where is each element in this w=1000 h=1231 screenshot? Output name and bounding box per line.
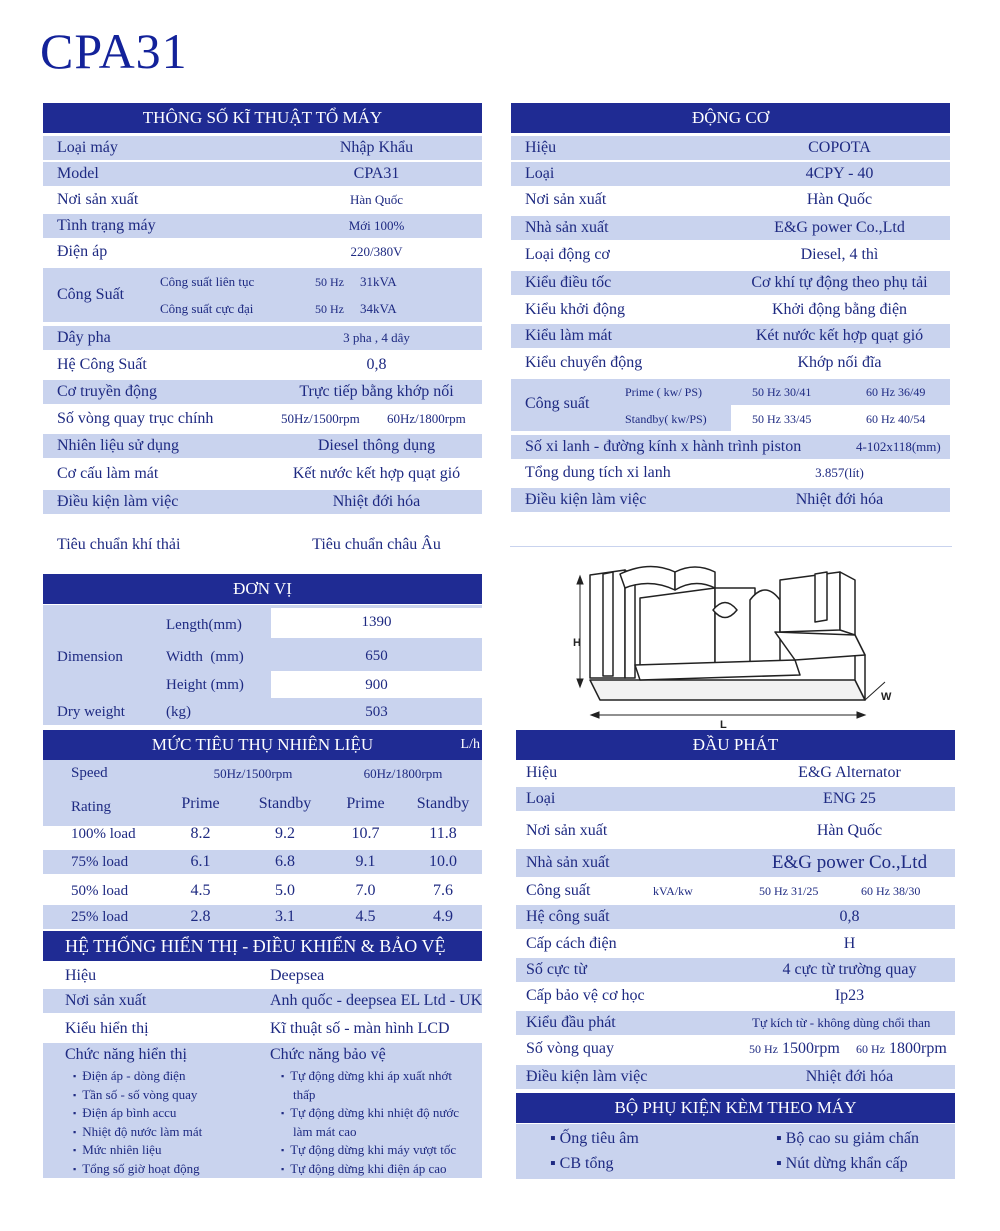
- fuel-load: 50% load: [71, 883, 129, 899]
- row-value: Diesel, 4 thì: [800, 246, 879, 263]
- continuous-value: 31kVA: [360, 274, 397, 289]
- row-value: Trực tiếp bằng khớp nối: [299, 383, 454, 400]
- row-label: Điều kiện làm việc: [525, 491, 647, 508]
- row-label: Điều kiện làm việc: [57, 493, 179, 510]
- standby-60: 60 Hz 40/54: [866, 412, 926, 426]
- power-unit: kVA/kw: [653, 884, 693, 898]
- row-value: Tiêu chuẩn châu Âu: [312, 536, 441, 553]
- list-item: ▪ Điện áp bình accu: [73, 1104, 202, 1123]
- row-label: Nhiên liệu sử dụng: [57, 437, 179, 454]
- row-value: E&G power Co.,Ltd: [774, 219, 905, 236]
- genset-header: THÔNG SỐ KĨ THUẬT TỔ MÁY: [43, 103, 482, 133]
- col-standby-60: Standby: [416, 795, 470, 812]
- row-value: COPOTA: [808, 139, 871, 156]
- fuel-value: 2.8: [190, 908, 211, 925]
- row-value: E&G power Co.,Ltd: [771, 852, 928, 873]
- col-standby-50: Standby: [258, 795, 312, 812]
- genset-row: [43, 214, 482, 238]
- row-value: Hàn Quốc: [349, 192, 404, 207]
- row-label: Dây pha: [57, 329, 111, 346]
- speed-50: 50 Hz 1500rpm: [749, 1040, 840, 1057]
- prime-label: Prime ( kw/ PS): [625, 385, 703, 399]
- row-value: ENG 25: [823, 790, 876, 807]
- engine-row: [511, 435, 950, 459]
- row-value: Két nước kết hợp quạt gió: [755, 327, 924, 344]
- engine-row: [511, 243, 950, 267]
- genset-row: [43, 462, 482, 486]
- weight-value: 503: [365, 704, 388, 720]
- row-value: Anh quốc - deepsea EL Ltd - UK: [270, 992, 483, 1009]
- fuel-value: 10.0: [429, 853, 457, 870]
- fuel-value: 10.7: [351, 825, 380, 842]
- row-label: Nơi sản xuất: [526, 822, 608, 839]
- genset-row: [43, 240, 482, 264]
- protect-title: Chức năng bảo vệ: [270, 1046, 386, 1063]
- accessory-item: ▪ Nút dừng khẩn cấp: [776, 1155, 908, 1172]
- display-title: Chức năng hiển thị: [65, 1046, 187, 1063]
- fuel-value: 4.5: [355, 908, 376, 925]
- row-label: Điện áp: [57, 243, 108, 260]
- weight-unit: (kg): [166, 704, 191, 720]
- list-item: ▪ Nhiệt độ nước làm mát: [73, 1123, 202, 1142]
- list-item: ▪ Tự động dừng khi nhiệt độ nước làm mát cao: [281, 1104, 476, 1141]
- max-value: 34kVA: [360, 301, 397, 316]
- row-label: Hiệu: [65, 967, 97, 984]
- row-label: Nơi sản xuất: [57, 191, 139, 208]
- fuel-value: 3.1: [275, 908, 295, 925]
- diagram-label-w: W: [881, 691, 892, 703]
- control-row: [43, 1017, 482, 1041]
- power-label: Công suất: [525, 395, 590, 412]
- unit-block: [43, 605, 482, 725]
- row-value: Kết nước kết hợp quạt gió: [292, 465, 461, 482]
- fuel-value: 6.8: [275, 853, 295, 870]
- fuel-value: 8.2: [190, 825, 211, 842]
- length-label: Length(mm): [166, 617, 242, 633]
- fuel-row: [43, 905, 482, 929]
- row-label: Công suất: [526, 882, 591, 899]
- alternator-header: ĐẦU PHÁT: [516, 730, 955, 760]
- list-item: ▪ Điện áp - dòng điện: [73, 1067, 202, 1086]
- fuel-row: [43, 850, 482, 874]
- protect-list: [281, 1067, 476, 1178]
- list-item: ▪ Mức nhiên liệu: [73, 1141, 202, 1160]
- fuel-value: 5.0: [275, 882, 295, 899]
- row-label: Số cực từ: [526, 961, 587, 978]
- speed-60hz: 60Hz/1800rpm: [387, 411, 466, 426]
- row-value: Kĩ thuật số - màn hình LCD: [270, 1020, 450, 1037]
- fuel-header-title: MỨC TIÊU THỤ NHIÊN LIỆU: [151, 735, 374, 754]
- power-60: 60 Hz 38/30: [861, 884, 921, 898]
- alternator-row: [516, 787, 955, 811]
- genset-speed-row: [43, 407, 482, 431]
- control-row: [43, 989, 482, 1013]
- fuel-value: 11.8: [429, 825, 457, 842]
- engine-row: [511, 298, 950, 322]
- alternator-row: [516, 958, 955, 982]
- row-label: Tình trạng máy: [57, 217, 156, 234]
- rating-label: Rating: [71, 799, 111, 815]
- prime-50: 50 Hz 30/41: [752, 385, 812, 399]
- engine-row: [511, 351, 950, 375]
- alternator-row: [516, 849, 955, 877]
- row-label: Nhà sản xuất: [526, 854, 610, 871]
- row-value: Khớp nối đĩa: [797, 354, 882, 371]
- engine-row: [511, 271, 950, 295]
- control-features: [43, 1043, 482, 1178]
- fuel-row: [43, 822, 482, 846]
- width-label: Width (mm): [166, 649, 244, 665]
- control-header: HỆ THỐNG HIỂN THỊ - ĐIỀU KHIỂN & BẢO VỆ: [43, 931, 482, 961]
- length-value: 1390: [361, 614, 392, 630]
- diagram-label-l: L: [720, 719, 727, 730]
- fuel-unit: L/h: [460, 737, 480, 752]
- row-label: Kiểu hiển thị: [65, 1020, 149, 1037]
- alternator-power-row: [516, 879, 955, 903]
- row-value: Cơ khí tự động theo phụ tải: [751, 274, 928, 291]
- speed-60: 60Hz/1800rpm: [363, 766, 443, 781]
- accessory-item: ▪ CB tổng: [550, 1155, 614, 1172]
- genset-row: [43, 490, 482, 514]
- engine-header: ĐỘNG CƠ: [511, 103, 950, 133]
- genset-row: [43, 136, 482, 160]
- fuel-value: 4.5: [190, 882, 211, 899]
- alternator-row: [516, 984, 955, 1008]
- row-label: Cấp cách điện: [526, 935, 617, 952]
- continuous-hz: 50 Hz: [315, 275, 344, 289]
- row-label: Nhà sản xuất: [525, 219, 609, 236]
- row-label: Hệ Công Suất: [57, 356, 147, 373]
- row-label: Hiệu: [525, 139, 557, 156]
- fuel-load: 25% load: [71, 909, 129, 925]
- genset-row: [43, 188, 482, 212]
- list-item: ▪ Tần số - số vòng quay: [73, 1086, 202, 1105]
- row-label: Kiểu làm mát: [525, 327, 613, 344]
- row-value: Tự kích từ - không dùng chổi than: [752, 1015, 931, 1030]
- genset-row: [43, 353, 482, 377]
- row-label: Điều kiện làm việc: [526, 1068, 648, 1085]
- genset-row: [43, 434, 482, 458]
- engine-row: [511, 162, 950, 186]
- weight-label: Dry weight: [57, 704, 125, 720]
- alternator-row: [516, 819, 955, 843]
- row-label: Kiểu khởi động: [525, 301, 626, 318]
- genset-row: [43, 380, 482, 404]
- row-value: Ip23: [834, 987, 865, 1004]
- row-value: 3.857(lít): [815, 465, 864, 480]
- accessory-item: ▪ Ống tiêu âm: [550, 1130, 639, 1147]
- row-label: Hiệu: [526, 764, 558, 781]
- display-list: [73, 1067, 202, 1178]
- power-label: Công Suất: [57, 286, 125, 303]
- fuel-value: 7.0: [355, 882, 376, 899]
- row-label: Số vòng quay trục chính: [57, 410, 214, 427]
- continuous-label: Công suất liên tục: [160, 274, 255, 289]
- accessories-block: [516, 1124, 955, 1179]
- row-label: Kiểu đầu phát: [526, 1014, 616, 1031]
- row-value: Mới 100%: [348, 218, 405, 233]
- row-value: E&G Alternator: [798, 764, 901, 781]
- row-label: Số vòng quay: [526, 1040, 614, 1057]
- genset-row: [43, 533, 482, 557]
- width-value: 650: [365, 648, 388, 664]
- row-value: 4 cực từ trường quay: [782, 961, 917, 978]
- fuel-value: 6.1: [190, 853, 211, 870]
- fuel-value: 7.6: [433, 882, 453, 899]
- fuel-value: 4.9: [433, 908, 453, 925]
- row-label: Hệ công suất: [526, 908, 610, 925]
- row-label: Kiểu chuyển động: [525, 354, 643, 371]
- engine-row: [511, 216, 950, 240]
- row-label: Nơi sản xuất: [65, 992, 147, 1009]
- fuel-header: [43, 730, 482, 760]
- engine-row: [511, 188, 950, 212]
- row-value: Hàn Quốc: [806, 191, 873, 208]
- fuel-value: 9.1: [355, 853, 376, 870]
- row-value: Deepsea: [270, 967, 325, 984]
- engine-row: [511, 324, 950, 348]
- max-hz: 50 Hz: [315, 302, 344, 316]
- alternator-speed-row: [516, 1037, 955, 1061]
- accessories-header: BỘ PHỤ KIỆN KÈM THEO MÁY: [516, 1093, 955, 1123]
- row-value: H: [843, 935, 856, 952]
- dimension-label: Dimension: [57, 649, 123, 665]
- row-label: Loại: [526, 790, 556, 807]
- row-label: Model: [57, 165, 99, 182]
- genset-row: [43, 326, 482, 350]
- row-value: Nhiệt đới hóa: [805, 1068, 894, 1085]
- max-label: Công suất cực đại: [160, 301, 254, 316]
- height-value: 900: [365, 677, 388, 693]
- unit-header: ĐƠN VỊ: [43, 574, 482, 604]
- diagram-label-h: H: [573, 637, 581, 649]
- fuel-head-block: [43, 760, 482, 826]
- section-divider: [510, 546, 952, 547]
- row-label: Cơ cấu làm mát: [57, 465, 159, 482]
- row-label: Nơi sản xuất: [525, 191, 607, 208]
- power-50: 50 Hz 31/25: [759, 884, 819, 898]
- genset-power-block: [43, 268, 482, 322]
- genset-row: [43, 162, 482, 186]
- row-value: 0,8: [839, 908, 860, 925]
- row-value: 0,8: [366, 356, 387, 373]
- accessory-item: ▪ Bộ cao su giảm chấn: [776, 1130, 919, 1147]
- speed-50hz: 50Hz/1500rpm: [281, 411, 360, 426]
- row-label: Loại: [525, 165, 555, 182]
- alternator-row: [516, 932, 955, 956]
- fuel-load: 100% load: [71, 826, 136, 842]
- fuel-load: 75% load: [71, 854, 129, 870]
- engine-row: [511, 488, 950, 512]
- row-value: CPA31: [353, 165, 400, 182]
- alternator-row: [516, 761, 955, 785]
- dimension-diagram: [565, 560, 895, 730]
- row-value: Nhiệt đới hóa: [332, 493, 421, 510]
- list-item: ▪ Tự động dừng khi điện áp cao: [281, 1160, 476, 1179]
- row-label: Tiêu chuẩn khí thải: [57, 536, 181, 553]
- row-value: Hàn Quốc: [816, 822, 883, 839]
- alternator-row: [516, 905, 955, 929]
- row-value: Diesel thông dụng: [317, 437, 436, 454]
- page-title: CPA31: [40, 23, 188, 79]
- speed-50: 50Hz/1500rpm: [213, 766, 293, 781]
- standby-label: Standby( kw/PS): [625, 412, 707, 426]
- row-label: Tổng dung tích xi lanh: [525, 464, 671, 481]
- row-label: Cơ truyền động: [57, 383, 158, 400]
- fuel-value: 9.2: [275, 825, 295, 842]
- control-row: [43, 964, 482, 988]
- row-value: 3 pha , 4 dây: [343, 330, 410, 345]
- speed-60: 60 Hz 1800rpm: [856, 1040, 947, 1057]
- list-item: ▪ Tổng số giờ hoạt động: [73, 1160, 202, 1179]
- row-value: 4CPY - 40: [805, 165, 874, 182]
- engine-row: [511, 136, 950, 160]
- row-label: Số xi lanh - đường kính x hành trình piston: [525, 438, 802, 455]
- fuel-row: [43, 879, 482, 903]
- col-prime-50: Prime: [181, 795, 220, 812]
- speed-label: Speed: [71, 765, 108, 781]
- engine-row: [511, 461, 950, 485]
- row-value: 220/380V: [350, 244, 403, 259]
- height-label: Height (mm): [166, 677, 244, 693]
- standby-50: 50 Hz 33/45: [752, 412, 812, 426]
- row-value: 4-102x118(mm): [856, 439, 941, 454]
- engine-power-block: [511, 379, 950, 431]
- list-item: ▪ Tự động dừng khi áp xuất nhớt thấp: [281, 1067, 476, 1104]
- row-value: Nhiệt đới hóa: [795, 491, 884, 508]
- row-label: Loại động cơ: [525, 246, 610, 263]
- row-label: Kiểu điều tốc: [525, 274, 612, 291]
- row-label: Cấp bảo vệ cơ học: [526, 987, 645, 1004]
- alternator-row: [516, 1011, 955, 1035]
- alternator-row: [516, 1065, 955, 1089]
- col-prime-60: Prime: [346, 795, 385, 812]
- row-value: Nhập Khẩu: [339, 139, 414, 156]
- row-value: Khởi động bằng điện: [771, 301, 908, 318]
- list-item: ▪ Tự động dừng khi máy vượt tốc: [281, 1141, 476, 1160]
- prime-60: 60 Hz 36/49: [866, 385, 926, 399]
- row-label: Loại máy: [57, 139, 118, 156]
